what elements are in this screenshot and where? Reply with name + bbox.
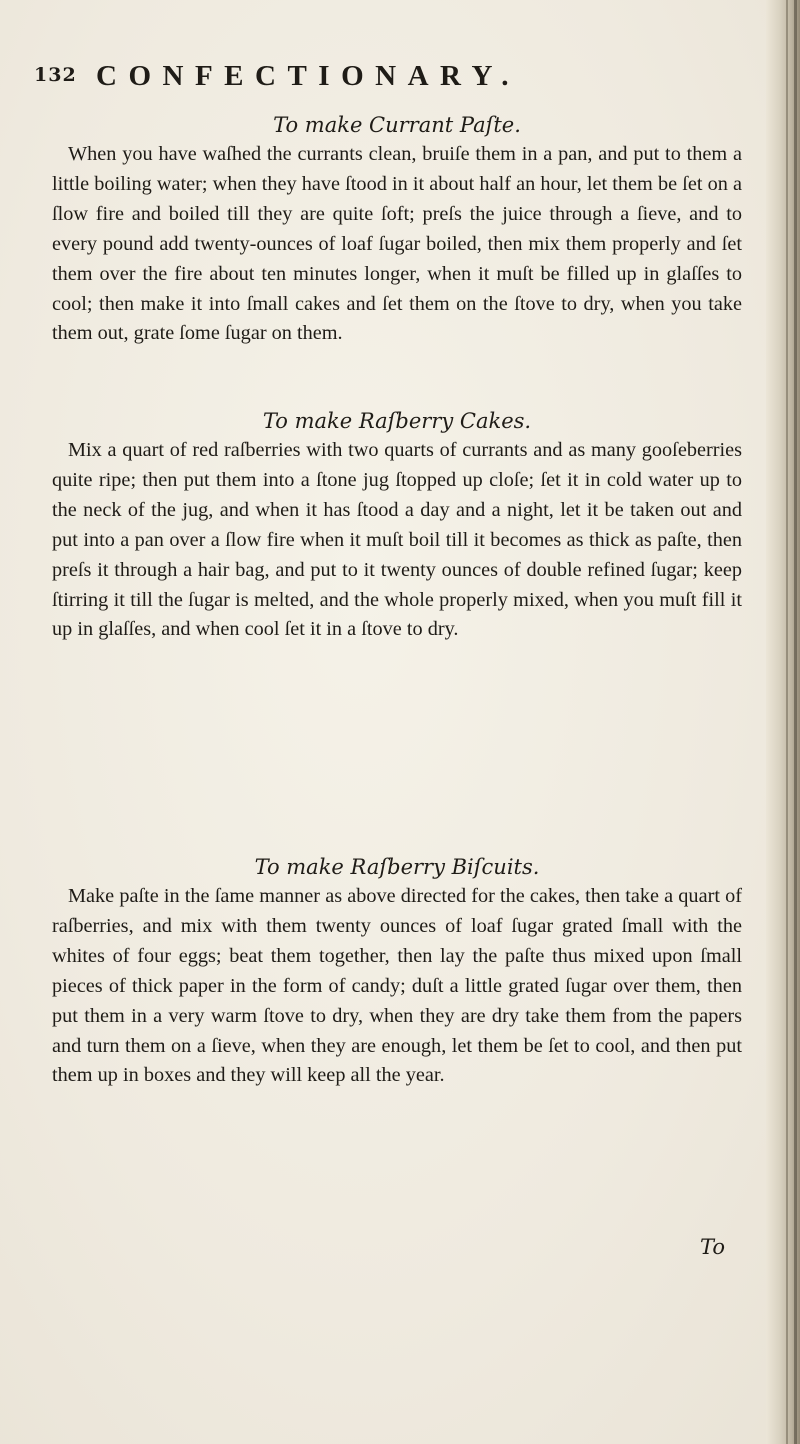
recipe-body: Mix a quart of red raſberries with two quarts of currants and as many gooſeberries quite ripe; then put them into a ſtone jug ſtopped up cloſe; ſet it in cold water up to the neck of the jug, and when it has ſtood a day and a night, let it be taken out and put into a pan over a ſlow fire when it muſt boil till it becomes as thick as paſte, then preſs it through a hair bag, and put to it twenty ounces of double refined ſugar; keep ſtirring it till the ſugar is melted, and the whole properly mixed, when you muſt fill it up in glaſſes, and when cool ſet it in a ſtove to dry. bbox=[52, 439, 742, 641]
recipe-currant-paste bbox=[52, 110, 742, 349]
running-head: CONFECTIONARY. bbox=[96, 60, 520, 92]
recipe-body: Make paſte in the ſame manner as above directed for the cakes, then take a quart of raſberries, and mix with them twenty ounces of loaf ſugar grated ſmall with the whites of four eggs; beat them together, then lay the paſte thus mixed upon ſmall pieces of thick paper in the form of candy; duſt a little grated ſugar over them, then put them in a very warm ſtove to dry, when they are dry take them from the papers and turn them on a ſieve, when they are enough, let them be ſet to cool, and then put them up in boxes and they will keep all the year. bbox=[52, 885, 742, 1087]
recipe-rasberry-cakes bbox=[52, 406, 742, 645]
recipe-title: To make Raſberry Biſcuits. bbox=[254, 855, 540, 879]
catchword: To bbox=[700, 1235, 726, 1259]
recipe-body: When you have waſhed the currants clean, bruiſe them in a pan, and put to them a little boiling water; when they have ſtood in it about half an hour, let them be ſet on a ſlow fire and boiled till they are quite ſoft; preſs the juice through a ſieve, and to every pound add twenty-ounces of loaf ſugar boiled, then mix them properly and ſet them over the fire about ten minutes longer, when it muſt be filled up in glaſſes to cool; then make it into ſmall cakes and ſet them on the ſtove to dry, when you take them out, grate ſome ſugar on them. bbox=[52, 143, 742, 345]
page-gutter-shadow bbox=[766, 0, 800, 1444]
recipe-title: To make Currant Paſte. bbox=[273, 113, 521, 137]
recipe-rasberry-biscuits bbox=[52, 852, 742, 1091]
recipe-title: To make Raſberry Cakes. bbox=[262, 409, 532, 433]
page-number: 132 bbox=[34, 64, 77, 86]
page-header bbox=[34, 60, 734, 100]
